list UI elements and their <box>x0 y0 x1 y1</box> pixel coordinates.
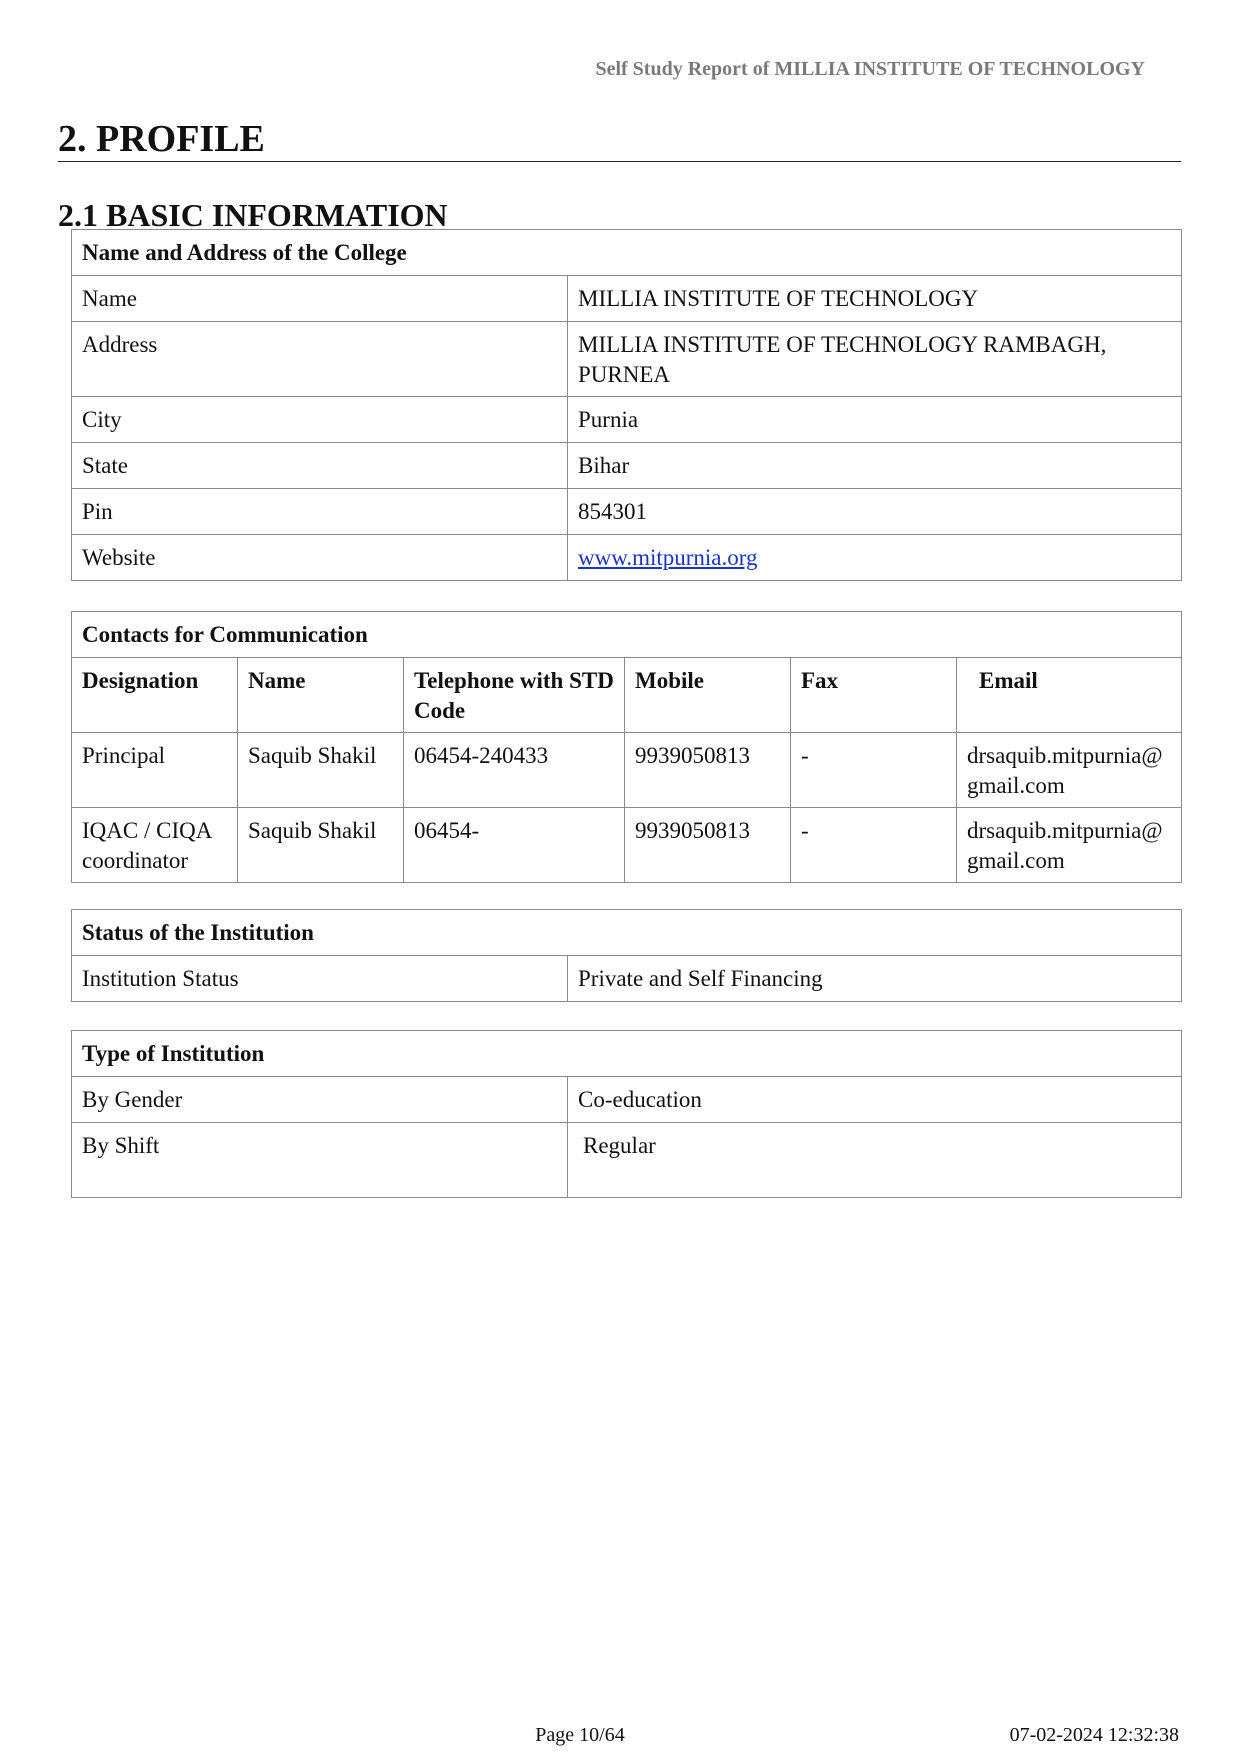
row-label: Institution Status <box>72 956 568 1002</box>
table-header-row <box>72 1031 1182 1077</box>
column-header: Mobile <box>625 658 791 733</box>
table-row <box>72 276 1182 322</box>
row-value: 854301 <box>568 489 1182 535</box>
type-table <box>71 1030 1182 1198</box>
row-label: Address <box>72 322 568 397</box>
row-value: Purnia <box>568 397 1182 443</box>
table-row <box>72 397 1182 443</box>
column-header: Fax <box>791 658 957 733</box>
subsection-title: 2.1 BASIC INFORMATION <box>58 197 448 233</box>
row-label: State <box>72 443 568 489</box>
row-value <box>568 535 1182 581</box>
row-label: By Gender <box>72 1077 568 1123</box>
cell: drsaquib.mitpurnia@gmail.com <box>957 733 1182 808</box>
column-header: Telephone with STD Code <box>404 658 625 733</box>
cell: 06454- <box>404 808 625 883</box>
table-row <box>72 733 1182 808</box>
column-header: Email <box>957 658 1182 733</box>
cell: 06454-240433 <box>404 733 625 808</box>
table-row <box>72 1077 1182 1123</box>
cell: - <box>791 808 957 883</box>
cell: Principal <box>72 733 238 808</box>
table-row <box>72 956 1182 1002</box>
row-value: MILLIA INSTITUTE OF TECHNOLOGY RAMBAGH, PURNEA <box>568 322 1182 397</box>
cell: IQAC / CIQA coordinator <box>72 808 238 883</box>
cell: - <box>791 733 957 808</box>
row-label: Pin <box>72 489 568 535</box>
table-row <box>72 443 1182 489</box>
row-value: Private and Self Financing <box>568 956 1182 1002</box>
column-header: Designation <box>72 658 238 733</box>
table-row <box>72 322 1182 397</box>
table-row <box>72 808 1182 883</box>
contacts-table <box>71 611 1182 883</box>
table-row <box>72 1123 1182 1198</box>
row-label: City <box>72 397 568 443</box>
cell: 9939050813 <box>625 808 791 883</box>
cell: 9939050813 <box>625 733 791 808</box>
page-number: Page 10/64 <box>535 1724 625 1746</box>
row-value: MILLIA INSTITUTE OF TECHNOLOGY <box>568 276 1182 322</box>
column-header-row <box>72 658 1182 733</box>
cell: Saquib Shakil <box>238 733 404 808</box>
table-row <box>72 535 1182 581</box>
row-value: Co-education <box>568 1077 1182 1123</box>
table-heading: Status of the Institution <box>72 910 1182 956</box>
running-header: Self Study Report of MILLIA INSTITUTE OF TECHNOLOGY <box>595 58 1145 80</box>
table-heading: Contacts for Communication <box>72 612 1182 658</box>
cell: Saquib Shakil <box>238 808 404 883</box>
status-table <box>71 909 1182 1002</box>
row-label: By Shift <box>72 1123 568 1198</box>
timestamp: 07-02-2024 12:32:38 <box>1009 1724 1179 1746</box>
table-heading: Type of Institution <box>72 1031 1182 1077</box>
column-header: Name <box>238 658 404 733</box>
row-label: Website <box>72 535 568 581</box>
row-value: Regular <box>568 1123 1182 1198</box>
cell: drsaquib.mitpurnia@gmail.com <box>957 808 1182 883</box>
table-header-row <box>72 230 1182 276</box>
section-title: 2. PROFILE <box>58 117 1181 162</box>
row-value: Bihar <box>568 443 1182 489</box>
table-row <box>72 489 1182 535</box>
table-header-row <box>72 612 1182 658</box>
table-header-row <box>72 910 1182 956</box>
row-label: Name <box>72 276 568 322</box>
college-address-table <box>71 229 1182 581</box>
website-link[interactable]: www.mitpurnia.org <box>578 545 758 570</box>
table-heading: Name and Address of the College <box>72 230 1182 276</box>
